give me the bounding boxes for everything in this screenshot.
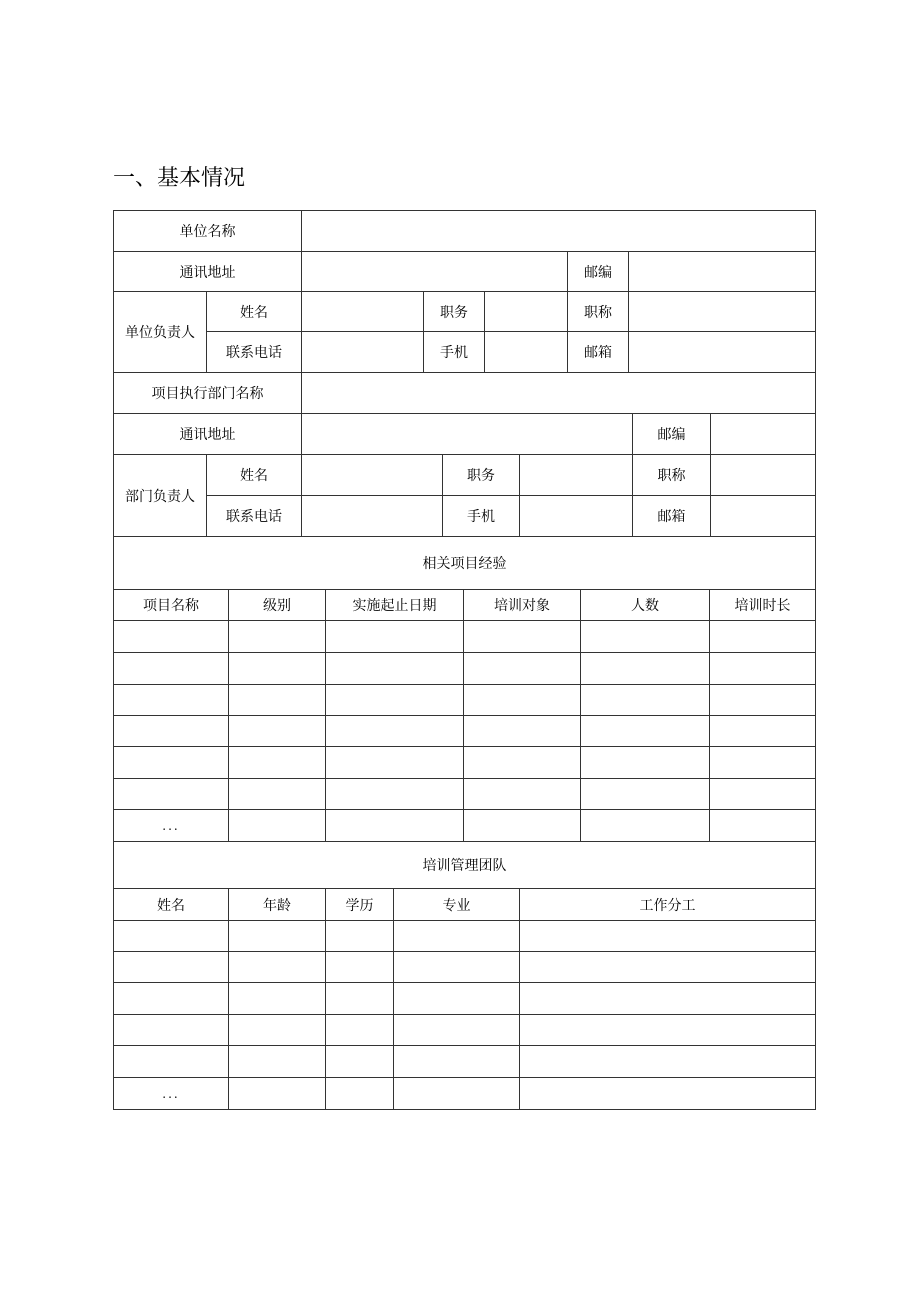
experience-cell[interactable] [580, 809, 710, 842]
experience-title: 相关项目经验 [113, 536, 816, 590]
dept-address-label: 通讯地址 [113, 413, 302, 455]
experience-cell[interactable] [709, 684, 816, 716]
experience-header-1: 项目名称 [113, 589, 229, 621]
dept-leader-title-label: 职称 [632, 454, 711, 496]
experience-cell[interactable] [463, 746, 581, 779]
team-cell[interactable] [113, 982, 229, 1015]
dept-leader-title-field[interactable] [710, 454, 816, 496]
team-header-3: 学历 [325, 888, 394, 921]
team-cell[interactable] [325, 1045, 394, 1078]
dept-address-field[interactable] [301, 413, 633, 455]
unit-leader-email-field[interactable] [628, 331, 816, 373]
unit-leader-position-label: 职务 [423, 291, 485, 332]
team-cell[interactable] [393, 920, 520, 952]
experience-cell[interactable] [325, 715, 464, 747]
experience-cell[interactable] [325, 620, 464, 653]
experience-cell[interactable] [113, 746, 229, 779]
dept-name-field[interactable] [301, 372, 816, 414]
experience-cell[interactable] [709, 715, 816, 747]
unit-leader-label: 单位负责人 [113, 291, 207, 373]
team-cell[interactable] [228, 951, 326, 983]
experience-cell[interactable] [580, 778, 710, 810]
experience-header-5: 人数 [580, 589, 710, 621]
dept-leader-mobile-field[interactable] [519, 495, 633, 537]
team-cell[interactable] [113, 951, 229, 983]
team-cell[interactable] [519, 920, 816, 952]
team-cell[interactable] [228, 920, 326, 952]
experience-cell[interactable] [463, 620, 581, 653]
experience-cell[interactable] [463, 684, 581, 716]
unit-leader-mobile-label: 手机 [423, 331, 485, 373]
team-cell[interactable] [325, 1077, 394, 1110]
team-cell[interactable] [113, 920, 229, 952]
experience-cell[interactable] [113, 620, 229, 653]
team-cell[interactable] [228, 1014, 326, 1046]
experience-cell[interactable] [113, 715, 229, 747]
unit-leader-name-label: 姓名 [206, 291, 302, 332]
experience-cell[interactable] [709, 746, 816, 779]
team-cell[interactable] [519, 951, 816, 983]
unit-zip-field[interactable] [628, 251, 816, 292]
dept-leader-name-field[interactable] [301, 454, 443, 496]
unit-leader-position-field[interactable] [484, 291, 568, 332]
team-cell[interactable] [519, 1045, 816, 1078]
team-cell[interactable] [393, 1077, 520, 1110]
unit-leader-email-label: 邮箱 [567, 331, 629, 373]
experience-cell[interactable] [228, 620, 326, 653]
experience-cell[interactable] [580, 715, 710, 747]
team-header-1: 姓名 [113, 888, 229, 921]
team-header-5: 工作分工 [519, 888, 816, 921]
experience-more-row: ... [113, 809, 229, 842]
dept-leader-phone-label: 联系电话 [206, 495, 302, 537]
experience-cell[interactable] [580, 652, 710, 685]
unit-address-field[interactable] [301, 251, 568, 292]
unit-leader-name-field[interactable] [301, 291, 424, 332]
unit-address-label: 通讯地址 [113, 251, 302, 292]
unit-leader-mobile-field[interactable] [484, 331, 568, 373]
experience-cell[interactable] [113, 684, 229, 716]
dept-leader-mobile-label: 手机 [442, 495, 520, 537]
dept-leader-position-field[interactable] [519, 454, 633, 496]
team-header-4: 专业 [393, 888, 520, 921]
unit-name-field[interactable] [301, 210, 816, 252]
team-cell[interactable] [113, 1014, 229, 1046]
dept-zip-field[interactable] [710, 413, 816, 455]
unit-leader-phone-label: 联系电话 [206, 331, 302, 373]
section-title: 一、基本情况 [113, 166, 246, 191]
experience-cell[interactable] [709, 652, 816, 685]
unit-zip-label: 邮编 [567, 251, 629, 292]
team-cell[interactable] [325, 982, 394, 1015]
dept-leader-email-field[interactable] [710, 495, 816, 537]
team-cell[interactable] [519, 982, 816, 1015]
experience-cell[interactable] [709, 778, 816, 810]
experience-cell[interactable] [580, 684, 710, 716]
dept-name-label: 项目执行部门名称 [113, 372, 302, 414]
team-cell[interactable] [228, 982, 326, 1015]
team-cell[interactable] [113, 1045, 229, 1078]
experience-cell[interactable] [463, 715, 581, 747]
experience-cell[interactable] [228, 684, 326, 716]
experience-cell[interactable] [228, 746, 326, 779]
experience-cell[interactable] [463, 652, 581, 685]
experience-cell[interactable] [325, 684, 464, 716]
experience-cell[interactable] [709, 620, 816, 653]
experience-cell[interactable] [228, 809, 326, 842]
experience-cell[interactable] [113, 652, 229, 685]
experience-header-2: 级别 [228, 589, 326, 621]
team-title: 培训管理团队 [113, 841, 816, 889]
experience-cell[interactable] [463, 778, 581, 810]
team-cell[interactable] [519, 1077, 816, 1110]
experience-cell[interactable] [325, 652, 464, 685]
dept-leader-phone-field[interactable] [301, 495, 443, 537]
dept-leader-email-label: 邮箱 [632, 495, 711, 537]
experience-cell[interactable] [580, 746, 710, 779]
unit-leader-phone-field[interactable] [301, 331, 424, 373]
team-cell[interactable] [519, 1014, 816, 1046]
team-cell[interactable] [228, 1077, 326, 1110]
team-more-row: ... [113, 1077, 229, 1110]
experience-cell[interactable] [709, 809, 816, 842]
unit-leader-title-label: 职称 [567, 291, 629, 332]
experience-header-4: 培训对象 [463, 589, 581, 621]
experience-cell[interactable] [463, 809, 581, 842]
experience-header-6: 培训时长 [709, 589, 816, 621]
experience-cell[interactable] [228, 715, 326, 747]
experience-cell[interactable] [325, 778, 464, 810]
experience-cell[interactable] [580, 620, 710, 653]
unit-name-label: 单位名称 [113, 210, 302, 252]
experience-header-3: 实施起止日期 [325, 589, 464, 621]
experience-cell[interactable] [113, 778, 229, 810]
experience-cell[interactable] [228, 778, 326, 810]
team-cell[interactable] [325, 951, 394, 983]
team-cell[interactable] [325, 1014, 394, 1046]
team-cell[interactable] [228, 1045, 326, 1078]
dept-leader-name-label: 姓名 [206, 454, 302, 496]
dept-leader-position-label: 职务 [442, 454, 520, 496]
experience-cell[interactable] [325, 746, 464, 779]
team-cell[interactable] [393, 951, 520, 983]
team-cell[interactable] [393, 1014, 520, 1046]
experience-cell[interactable] [325, 809, 464, 842]
team-cell[interactable] [393, 1045, 520, 1078]
unit-leader-title-field[interactable] [628, 291, 816, 332]
dept-zip-label: 邮编 [632, 413, 711, 455]
team-cell[interactable] [393, 982, 520, 1015]
experience-cell[interactable] [228, 652, 326, 685]
team-cell[interactable] [325, 920, 394, 952]
team-header-2: 年龄 [228, 888, 326, 921]
dept-leader-label: 部门负责人 [113, 454, 207, 537]
